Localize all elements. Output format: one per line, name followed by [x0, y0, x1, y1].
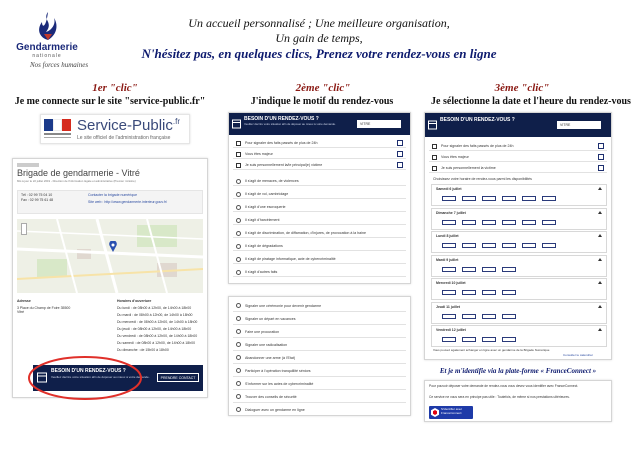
radio-icon[interactable] — [236, 368, 241, 373]
day-label: Samedi 6 juillet — [436, 187, 462, 191]
option-label: Il s'agit d'une escroquerie — [245, 205, 286, 209]
time-slot[interactable] — [502, 337, 516, 342]
sp-tagline: Le site officiel de l'administration française — [77, 135, 171, 141]
step1-desc: Je me connecte sur le site "service-public.fr" — [14, 96, 206, 107]
hours-item: Du jeudi : de 08h00 à 12h00, de 14h00 à 18h00 — [117, 327, 192, 331]
prendre-contact-button[interactable]: PRENDRE CONTACT — [157, 373, 199, 382]
checkbox-icon[interactable] — [432, 155, 437, 160]
option-label: Il s'agit de dégradations — [245, 244, 283, 248]
time-slot[interactable] — [482, 290, 496, 295]
day-row — [431, 231, 607, 253]
day-row — [431, 302, 607, 324]
motif-option[interactable] — [233, 255, 406, 264]
brigade-sub: Mis à jour le 22 juillet 2019 - Direction de l'information légale et administrative (Premier ministre) — [17, 180, 136, 183]
edit-icon[interactable] — [598, 154, 604, 160]
step1-title: 1er "clic" — [92, 82, 138, 94]
hours-label: Horaires d'ouverture — [117, 299, 152, 303]
radio-icon[interactable] — [236, 303, 241, 308]
fc-text: Pour pouvoir déposer votre demande de rendez-vous vous devez vous identifier avec FranceConnect. — [429, 384, 579, 388]
checkbox-icon[interactable] — [236, 163, 241, 168]
marianne-icon — [44, 119, 72, 139]
day-row — [431, 255, 607, 277]
radio-icon[interactable] — [236, 329, 241, 334]
time-slot[interactable] — [462, 314, 476, 319]
time-slot[interactable] — [442, 290, 456, 295]
time-slot[interactable] — [462, 267, 476, 272]
motif-check-row[interactable] — [233, 150, 406, 159]
time-slot[interactable] — [542, 220, 556, 225]
more-option[interactable] — [233, 339, 406, 351]
time-slot[interactable] — [442, 220, 456, 225]
hours-item: Du dimanche : de 15h00 à 18h00 — [117, 348, 169, 352]
check-label: Je suis personnellement la victime — [441, 166, 496, 170]
brigade-select[interactable]: VITRE — [557, 121, 601, 129]
check-label: Pour signaler des faits passés de plus de 24h — [245, 141, 318, 145]
radio-icon[interactable] — [236, 394, 241, 399]
time-slot[interactable] — [502, 220, 516, 225]
map-zoom-control[interactable] — [21, 223, 27, 235]
breadcrumb — [17, 163, 39, 167]
radio-icon[interactable] — [236, 244, 241, 249]
footer-text[interactable]: Vous pouvez également échanger en ligne avec un gendarme de la Brigade Numérique — [433, 348, 550, 352]
brigade-select[interactable]: VITRE — [357, 120, 401, 128]
franceconnect-icon — [431, 408, 439, 417]
hours-item: Du lundi : de 08h00 à 12h00, de 14h00 à 18h00 — [117, 306, 192, 310]
more-option[interactable] — [233, 326, 406, 338]
motif-more-panel — [228, 296, 411, 416]
hours-item: Du mercredi : de 08h00 à 12h00, de 14h00 à 18h00 — [117, 320, 198, 324]
header-line1: Un accueil personnalisé ; Une meilleure organisation, — [188, 16, 450, 30]
date-title: BESOIN D'UN RENDEZ-VOUS ? — [440, 117, 515, 123]
option-label: Il s'agit de piratage informatique, acte de cybercriminalité — [245, 257, 336, 261]
time-slot[interactable] — [462, 337, 476, 342]
date-check-row[interactable] — [429, 153, 607, 162]
more-option[interactable] — [233, 391, 406, 403]
motif-title: BESOIN D'UN RENDEZ-VOUS ? — [244, 116, 319, 122]
motif-option[interactable] — [233, 190, 406, 199]
day-label: Vendredi 12 juillet — [436, 328, 466, 332]
day-label: Mercredi 10 juillet — [436, 281, 466, 285]
time-slot[interactable] — [482, 337, 496, 342]
checkbox-icon[interactable] — [236, 141, 241, 146]
radio-icon[interactable] — [236, 231, 241, 236]
date-panel — [424, 112, 612, 360]
time-slot[interactable] — [522, 243, 536, 248]
time-slot[interactable] — [502, 196, 516, 201]
franceconnect-button[interactable] — [429, 406, 473, 419]
radio-icon[interactable] — [236, 342, 241, 347]
chevron-up-icon[interactable] — [598, 258, 602, 261]
time-slot[interactable] — [502, 267, 516, 272]
edit-icon[interactable] — [397, 162, 403, 168]
edit-icon[interactable] — [397, 140, 403, 146]
motif-option[interactable] — [233, 242, 406, 251]
time-slot[interactable] — [442, 196, 456, 201]
option-label: Il s'agit de menaces, de violences — [245, 179, 299, 183]
logo-sub: nationale — [32, 53, 62, 59]
motif-option[interactable] — [233, 203, 406, 212]
franceconnect-panel — [424, 380, 612, 422]
motif-header — [229, 113, 410, 135]
motif-check-row[interactable] — [233, 139, 406, 148]
motif-panel — [228, 112, 411, 284]
brigade-contact-box — [17, 190, 203, 214]
brigade-fax: Fax : 02 99 75 61 48 — [21, 198, 54, 202]
option-label: S'informer sur les actes de cybercriminalité — [245, 382, 314, 386]
step2-desc: J'indique le motif du rendez-vous — [250, 96, 394, 107]
time-slot[interactable] — [502, 243, 516, 248]
day-row — [431, 278, 607, 300]
address-text: 3 Place du Champ de Foire 35500 Vitré — [17, 306, 71, 315]
hours-item: Du vendredi : de 08h00 à 12h00, de 14h00 à 18h00 — [117, 334, 198, 338]
fc-button-label: S'identifier avec FranceConnect — [441, 407, 463, 415]
step2-title: 2ème "clic" — [295, 82, 351, 94]
sp-brand: Service-Public — [77, 117, 173, 134]
day-label: Mardi 9 juillet — [436, 257, 459, 262]
brigade-title: Brigade de gendarmerie - Vitré — [17, 168, 140, 178]
franceconnect-caption: Et je m'identifie via la plate-forme « FranceConnect » — [439, 367, 597, 375]
option-label: Il s'agit de discrimination, de diffamation, d'injures, de provocation à la haine — [245, 231, 366, 235]
choose-slot-text: Choisissez votre horaire de rendez-vous parmi les disponibilités — [433, 177, 532, 181]
map-graphic — [17, 219, 203, 293]
option-label: Participer à l'opération tranquillité séniors — [245, 369, 311, 373]
check-label: Je suis personnellement la/le principal(e) victime — [245, 163, 323, 167]
edit-icon[interactable] — [598, 143, 604, 149]
radio-icon[interactable] — [236, 205, 241, 210]
motif-option[interactable] — [233, 229, 406, 238]
time-slot[interactable] — [482, 267, 496, 272]
motif-option[interactable] — [233, 177, 406, 186]
day-row — [431, 208, 607, 230]
check-label: Pour signaler des faits passés de plus de 24h — [441, 144, 514, 148]
option-label: Abandonner une arme (à l'Etat) — [245, 356, 296, 360]
time-slot[interactable] — [462, 220, 476, 225]
map-pin-icon[interactable] — [109, 241, 117, 252]
check-label: Vous êtes majeur — [245, 152, 273, 156]
chevron-up-icon[interactable] — [598, 281, 602, 284]
chevron-up-icon[interactable] — [598, 211, 602, 214]
time-slot[interactable] — [442, 267, 456, 272]
time-slot[interactable] — [542, 196, 556, 201]
chevron-up-icon[interactable] — [598, 187, 602, 190]
motif-option[interactable] — [233, 268, 406, 277]
day-label: Lundi 8 juillet — [436, 234, 459, 238]
day-label: Dimanche 7 juillet — [436, 210, 466, 215]
time-slot[interactable] — [502, 290, 516, 295]
calendar-link[interactable]: Consulter le calendrier — [563, 353, 594, 357]
time-slot[interactable] — [442, 314, 456, 319]
option-label: Signaler une radicalisation — [245, 343, 288, 347]
option-label: Il s'agit d'autres faits — [245, 270, 278, 274]
radio-icon[interactable] — [236, 407, 241, 412]
day-row — [431, 325, 607, 347]
edit-icon[interactable] — [598, 165, 604, 171]
sp-tld: .fr — [172, 117, 180, 126]
calendar-icon — [428, 119, 437, 130]
brigade-site[interactable]: Site web : http://www.gendarmerie.interieur.gouv.fr/ — [88, 200, 167, 204]
step3-desc: Je sélectionne la date et l'heure du rendez-vous — [431, 96, 631, 107]
time-slot[interactable] — [502, 314, 516, 319]
logo-name: Gendarmerie — [16, 42, 78, 53]
header-line2: Un gain de temps, — [275, 31, 363, 45]
rdv-sub: Veuillez décrire votre situation afin de déposer au mieux à votre demande. — [51, 375, 150, 379]
hours-item: Du mardi : de 08h00 à 12h00, de 14h00 à 18h00 — [117, 313, 193, 317]
service-public-logo[interactable] — [40, 114, 190, 144]
radio-icon[interactable] — [236, 179, 241, 184]
fc-note: Ce service ne vous sera en principe pas utile : Toutefois, de même si nos prestations ultérieures. — [429, 395, 570, 399]
motif-check-row[interactable] — [233, 161, 406, 170]
time-slot[interactable] — [482, 314, 496, 319]
check-label: Vous êtes majeur — [441, 155, 469, 159]
checkbox-icon[interactable] — [236, 152, 241, 157]
brigade-email[interactable]: Contacter la brigade numérique — [88, 193, 138, 197]
date-check-row[interactable] — [429, 164, 607, 173]
chevron-up-icon[interactable] — [598, 305, 602, 308]
hours-item: Du samedi : de 08h00 à 12h00, de 14h00 à 18h00 — [117, 341, 196, 345]
checkbox-icon[interactable] — [432, 144, 437, 149]
checkbox-icon[interactable] — [432, 166, 437, 171]
address-label: Adresse — [17, 299, 31, 303]
time-slot[interactable] — [462, 196, 476, 201]
more-option[interactable] — [233, 352, 406, 364]
calendar-icon — [232, 118, 241, 129]
time-slot[interactable] — [482, 243, 496, 248]
option-label: Trouver des conseils de sécurité — [245, 395, 297, 399]
more-option[interactable] — [233, 365, 406, 377]
time-slot[interactable] — [442, 243, 456, 248]
radio-icon[interactable] — [236, 192, 241, 197]
edit-icon[interactable] — [397, 151, 403, 157]
radio-icon[interactable] — [236, 316, 241, 321]
rdv-title: BESOIN D'UN RENDEZ-VOUS ? — [51, 368, 126, 374]
more-option[interactable] — [233, 378, 406, 390]
radio-icon[interactable] — [236, 381, 241, 386]
option-label: Signaler une cérémonie pour devenir gendarme — [245, 304, 322, 308]
option-label: Signaler un départ en vacances — [245, 317, 296, 321]
brigade-tel[interactable]: Tél : 02 99 75 04 10 — [21, 193, 53, 197]
hours-list — [117, 306, 205, 355]
option-label: Il s'agit d'harcèlement — [245, 218, 280, 222]
days-list — [431, 184, 607, 349]
highlight-circle — [27, 355, 143, 401]
header-line3: N'hésitez pas, en quelques clics, Prenez votre rendez-vous en ligne — [141, 46, 497, 61]
step3-title: 3ème "clic" — [494, 82, 550, 94]
time-slot[interactable] — [482, 220, 496, 225]
more-option[interactable] — [233, 313, 406, 325]
time-slot[interactable] — [442, 337, 456, 342]
time-slot[interactable] — [542, 243, 556, 248]
more-option[interactable] — [233, 300, 406, 312]
brigade-page — [12, 158, 208, 398]
date-header — [425, 113, 611, 137]
time-slot[interactable] — [462, 290, 476, 295]
logo-signature: Nos forces humaines — [30, 61, 89, 69]
radio-icon[interactable] — [236, 257, 241, 262]
radio-icon[interactable] — [236, 355, 241, 360]
time-slot[interactable] — [462, 243, 476, 248]
day-row — [431, 184, 607, 206]
motif-sub: Veuillez décrire votre situation afin de déposer au mieux à votre demande. — [244, 122, 336, 126]
time-slot[interactable] — [522, 220, 536, 225]
option-label: Faire une procuration — [245, 330, 280, 334]
motif-option[interactable] — [233, 216, 406, 225]
day-label: Jeudi 11 juillet — [436, 304, 460, 309]
more-option[interactable] — [233, 404, 406, 416]
radio-icon[interactable] — [236, 270, 241, 275]
time-slot[interactable] — [482, 196, 496, 201]
option-label: Dialoguer avec un gendarme en ligne — [245, 408, 305, 412]
option-label: Il s'agit de vol, cambriolage — [245, 192, 289, 196]
chevron-up-icon[interactable] — [598, 234, 602, 237]
chevron-up-icon[interactable] — [598, 328, 602, 331]
time-slot[interactable] — [522, 196, 536, 201]
map[interactable] — [17, 219, 203, 293]
date-check-row[interactable] — [429, 142, 607, 151]
radio-icon[interactable] — [236, 218, 241, 223]
